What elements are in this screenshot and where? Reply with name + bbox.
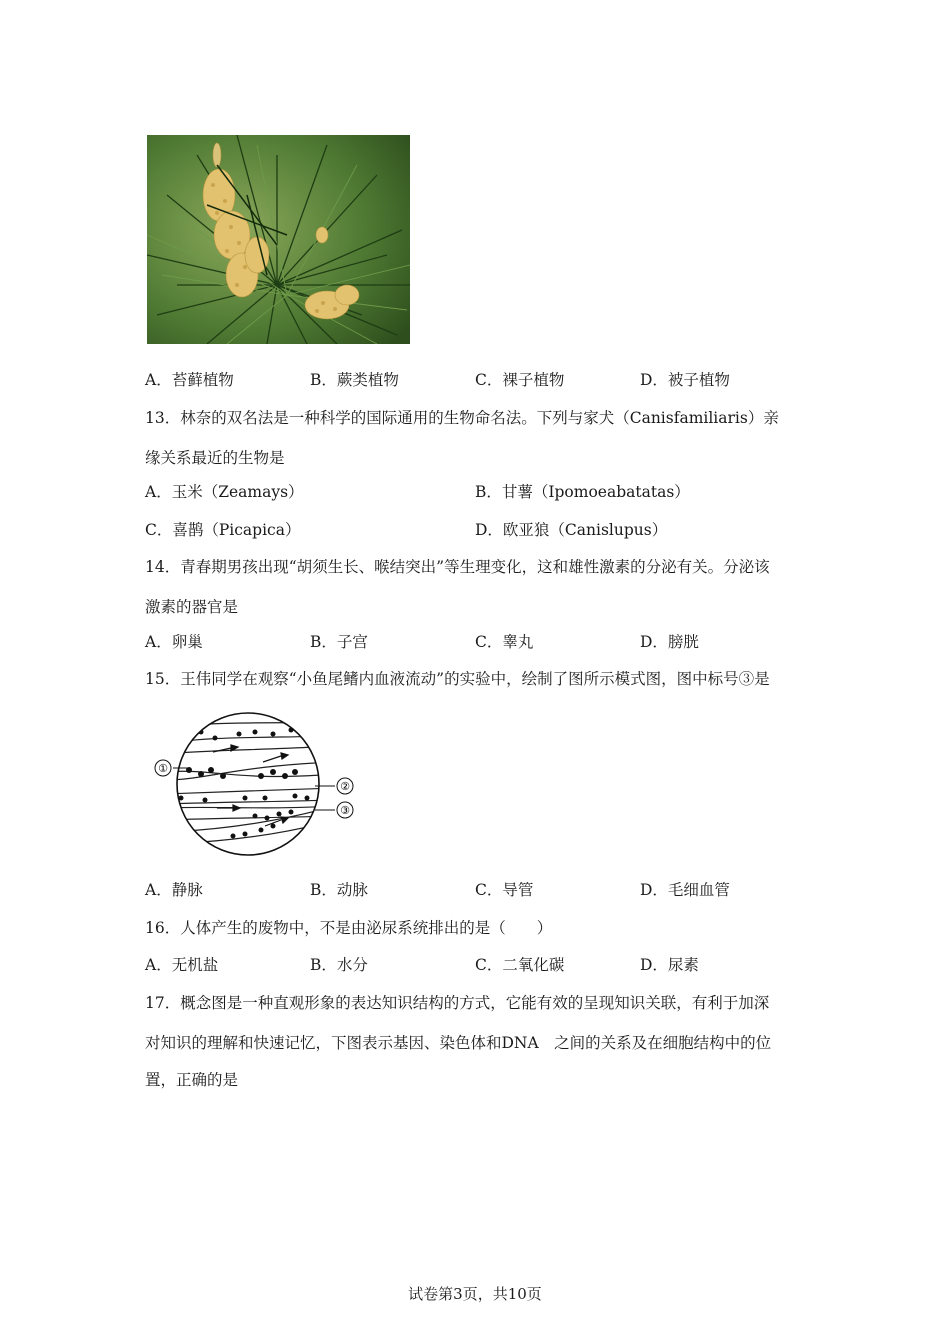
- q14-option-b: B．子宫: [310, 633, 368, 651]
- q12-option-d: D．被子植物: [640, 371, 730, 389]
- q15-option-a: A．静脉: [145, 881, 203, 899]
- blood-flow-diagram: [145, 710, 365, 860]
- q15-option-b: B．动脉: [310, 881, 368, 899]
- q13-option-b: B．甘薯（Ipomoeabatatas）: [475, 483, 690, 501]
- q13-option-a: A．玉米（Zeamays）: [145, 483, 304, 501]
- q16-option-b: B．水分: [310, 956, 368, 974]
- q13-stem-line1: 13．林奈的双名法是一种科学的国际通用的生物命名法。下列与家犬（Canisfamiliaris）亲: [145, 409, 779, 427]
- q15-stem-line1: 15．王伟同学在观察“小鱼尾鳍内血液流动”的实验中，绘制了图所示模式图，图中标号③是: [145, 670, 770, 688]
- q12-option-b: B．蕨类植物: [310, 371, 399, 389]
- q14-stem-line1: 14．青春期男孩出现“胡须生长、喉结突出”等生理变化，这和雄性激素的分泌有关。分泌该: [145, 558, 770, 576]
- pine-cone-image: [147, 135, 410, 344]
- q12-option-c: C．裸子植物: [475, 371, 565, 389]
- q16-option-c: C．二氧化碳: [475, 956, 565, 974]
- q12-option-a: A．苔藓植物: [145, 371, 234, 389]
- label-3: ③: [340, 804, 350, 817]
- page-footer: 试卷第3页，共10页: [408, 1285, 542, 1303]
- q16-option-a: A．无机盐: [145, 956, 219, 974]
- q14-option-c: C．睾丸: [475, 633, 534, 651]
- pine-photo: [147, 135, 410, 344]
- q17-stem-line3: 置，正确的是: [145, 1071, 239, 1089]
- q16-stem-line1: 16．人体产生的废物中，不是由泌尿系统排出的是（ ）: [145, 919, 553, 937]
- q14-option-a: A．卵巢: [145, 633, 203, 651]
- q13-option-d: D．欧亚狼（Canislupus）: [475, 521, 668, 539]
- q17-stem-line1: 17．概念图是一种直观形象的表达知识结构的方式，它能有效的呈现知识关联，有利于加深: [145, 994, 770, 1012]
- q14-stem-line2: 激素的器官是: [145, 598, 239, 616]
- q14-option-d: D．膀胱: [640, 633, 699, 651]
- label-1: ①: [158, 762, 168, 775]
- q13-option-c: C．喜鹊（Picapica）: [145, 521, 301, 539]
- q13-stem-line2: 缘关系最近的生物是: [145, 449, 285, 467]
- q15-option-d: D．毛细血管: [640, 881, 730, 899]
- label-2: ②: [340, 780, 350, 793]
- q16-option-d: D．尿素: [640, 956, 699, 974]
- q17-stem-line2: 对知识的理解和快速记忆，下图表示基因、染色体和DNA 之间的关系及在细胞结构中的位: [145, 1034, 772, 1052]
- q15-option-c: C．导管: [475, 881, 534, 899]
